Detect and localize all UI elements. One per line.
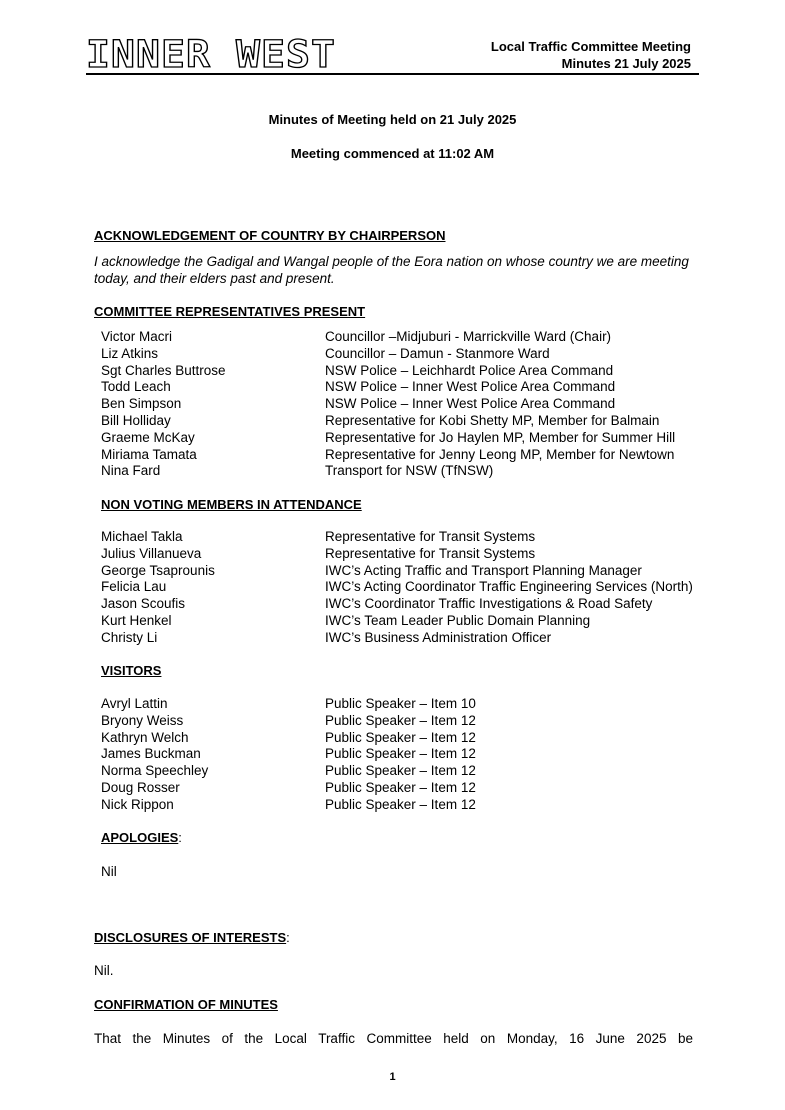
- visitor-row: James Buckman Public Speaker – Item 12: [101, 746, 476, 762]
- visitor-row: Nick Rippon Public Speaker – Item 12: [101, 796, 476, 812]
- document-header: [491, 38, 691, 72]
- committee-row: Ben Simpson NSW Police – Inner West Police Area Command: [101, 396, 616, 412]
- minutes-date-line: Minutes of Meeting held on 21 July 2025: [268, 112, 517, 127]
- committee-row: Victor Macri Councillor –Midjuburi - Marrickville Ward (Chair): [101, 329, 612, 344]
- committee-list: [101, 329, 725, 480]
- inner-west-logo: [86, 37, 338, 71]
- non-voting-heading: NON VOTING MEMBERS IN ATTENDANCE: [101, 497, 362, 512]
- non-voting-row: Felicia Lau IWC’s Acting Coordinator Traffic Engineering Services (North): [101, 579, 693, 595]
- svg-text:INNER WEST: INNER WEST: [86, 37, 336, 71]
- disclosures-heading: DISCLOSURES OF INTERESTS: [94, 930, 287, 945]
- non-voting-row: Christy Li IWC’s Business Administration Officer: [101, 629, 552, 645]
- committee-row: Liz Atkins Councillor – Damun - Stanmore Ward: [101, 345, 550, 361]
- confirmation-heading: CONFIRMATION OF MINUTES: [94, 997, 278, 1012]
- apologies-heading-wrap: APOLOGIES:: [101, 830, 182, 845]
- acknowledgement-heading: ACKNOWLEDGEMENT OF COUNTRY BY CHAIRPERSON: [94, 228, 446, 243]
- committee-row: Sgt Charles Buttrose NSW Police – Leichhardt Police Area Command: [101, 362, 614, 378]
- non-voting-row: Julius Villanueva Representative for Transit Systems: [101, 545, 536, 561]
- non-voting-row: Michael Takla Representative for Transit Systems: [101, 529, 536, 544]
- committee-row: Nina Fard Transport for NSW (TfNSW): [101, 463, 494, 479]
- disclosures-text: Nil.: [94, 963, 114, 978]
- visitor-row: Avryl Lattin Public Speaker – Item 10: [101, 696, 476, 711]
- visitors-heading: VISITORS: [101, 663, 162, 678]
- visitor-row: Doug Rosser Public Speaker – Item 12: [101, 779, 476, 795]
- header-subtitle: Minutes 21 July 2025: [561, 56, 691, 71]
- non-voting-list: [101, 529, 725, 647]
- header-title: Local Traffic Committee Meeting: [490, 39, 691, 54]
- header-divider: [86, 73, 699, 75]
- committee-row: Bill Holliday Representative for Kobi Shetty MP, Member for Balmain: [101, 412, 660, 428]
- visitor-row: Bryony Weiss Public Speaker – Item 12: [101, 712, 476, 728]
- visitor-row: Kathryn Welch Public Speaker – Item 12: [101, 729, 476, 745]
- visitors-list: [101, 696, 725, 814]
- apologies-text: Nil: [101, 864, 117, 879]
- disclosures-heading-wrap: DISCLOSURES OF INTERESTS:: [94, 930, 290, 945]
- committee-row: Todd Leach NSW Police – Inner West Police Area Command: [101, 379, 616, 395]
- confirmation-text: That the Minutes of the Local Traffic Committee held on Monday, 16 June 2025 be: [94, 1031, 693, 1046]
- non-voting-row: Jason Scoufis IWC’s Coordinator Traffic Investigations & Road Safety: [101, 596, 653, 612]
- committee-heading: COMMITTEE REPRESENTATIVES PRESENT: [94, 304, 366, 319]
- non-voting-row: Kurt Henkel IWC’s Team Leader Public Domain Planning: [101, 612, 591, 628]
- page-number: 1: [389, 1071, 396, 1083]
- apologies-heading: APOLOGIES: [101, 830, 179, 845]
- committee-row: Graeme McKay Representative for Jo Haylen MP, Member for Summer Hill: [101, 429, 676, 445]
- committee-row: Miriama Tamata Representative for Jenny Leong MP, Member for Newtown: [101, 446, 675, 462]
- visitor-row: Norma Speechley Public Speaker – Item 12: [101, 763, 476, 779]
- non-voting-row: George Tsaprounis IWC’s Acting Traffic and Transport Planning Manager: [101, 562, 642, 578]
- meeting-commenced-line: Meeting commenced at 11:02 AM: [290, 146, 495, 161]
- acknowledgement-text: I acknowledge the Gadigal and Wangal people of the Eora nation on whose country we are meeting today, and their elders past and present.: [94, 254, 689, 286]
